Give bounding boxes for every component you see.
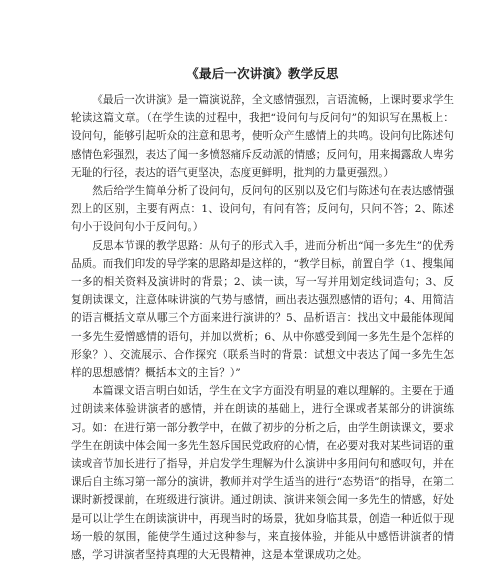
- paragraph-reflection: 反思本节课的教学思路：从句子的形式入手，进而分析出“闻一多先生”的优秀品质。而我们印发的导学案的思路却是这样的，“教学目标，前置自学（1、搜集闻一多的相关资料及演讲时的背景；2、读一读，写一写并用划定线词造句；3、反复朗读课文，注意体味讲演的气势与感情，画出表达强烈感情的语句；4、用简洁的语言概括文章从哪三个方面来进行演讲的？5、品析语言：找出文中最能体现闻一多先生爱憎感情的语句，并加以赏析；6、从中你感受到闻一多先生是个怎样的形象？）、交流展示、合作探究（联系当时的背景：试想文中表达了闻一多先生怎样的思想感情？概括本文的主旨？）”: [71, 239, 454, 380]
- paragraph-intro: 《最后一次讲演》是一篇演说辞，全文感情强烈，言语流畅，上课时要求学生轮读这篇文章。（在学生读的过程中，我把“设问句与反问句”的知识写在黑板上：设问句，能够引起听众的注意和思考，使听众产生感情上的共鸣。设问句比陈述句感情色彩强烈，表达了闻一多愤怒痛斥反动派的情感；反问句，用来揭露敌人卑劣无耻的行径，表达的语气更坚决，态度更鲜明，批判的力量更强烈。）: [71, 94, 454, 179]
- paragraph-summary: 本篇课文语言明白如话，学生在文字方面没有明显的难以理解的。主要在于通过朗读来体验讲演者的感情，并在朗读的基础上，进行全课或者某部分的讲演练习。如：在进行第一部分教学中，在做了初步的分析之后，由学生朗读课文，要求学生在朗读中体会闻一多先生怒斥国民党政府的心情，在必要对我对某些词语的重读或音节加长进行了指导，并启发学生理解为什么演讲中多用问句和感叹句，并在课后自主练习第一部分的演讲，教师并对学生适当的进行“态势语”的指导，在第二课时新授课前，在班级进行演讲。通过朗读、演讲来领会闻一多先生的情感，好处是可以让学生在朗读演讲中，再现当时的场景，犹如身临其景，创造一种近似于现场一般的氛围，能使学生通过这种参与，来直接体验，并能从中感悟讲演者的情感，学习讲演者坚持真理的大无畏精神，这是本堂课成功之处。: [71, 385, 454, 562]
- document-title: 《最后一次讲演》教学反思: [186, 66, 339, 81]
- paragraph-analysis: 然后给学生简单分析了设问句，反问句的区别以及它们与陈述句在表达感情强烈上的区别，主要有两点：1、设问句，有问有答；反问句，只问不答；2、陈述句小于设问句小于反问句。）: [71, 185, 454, 234]
